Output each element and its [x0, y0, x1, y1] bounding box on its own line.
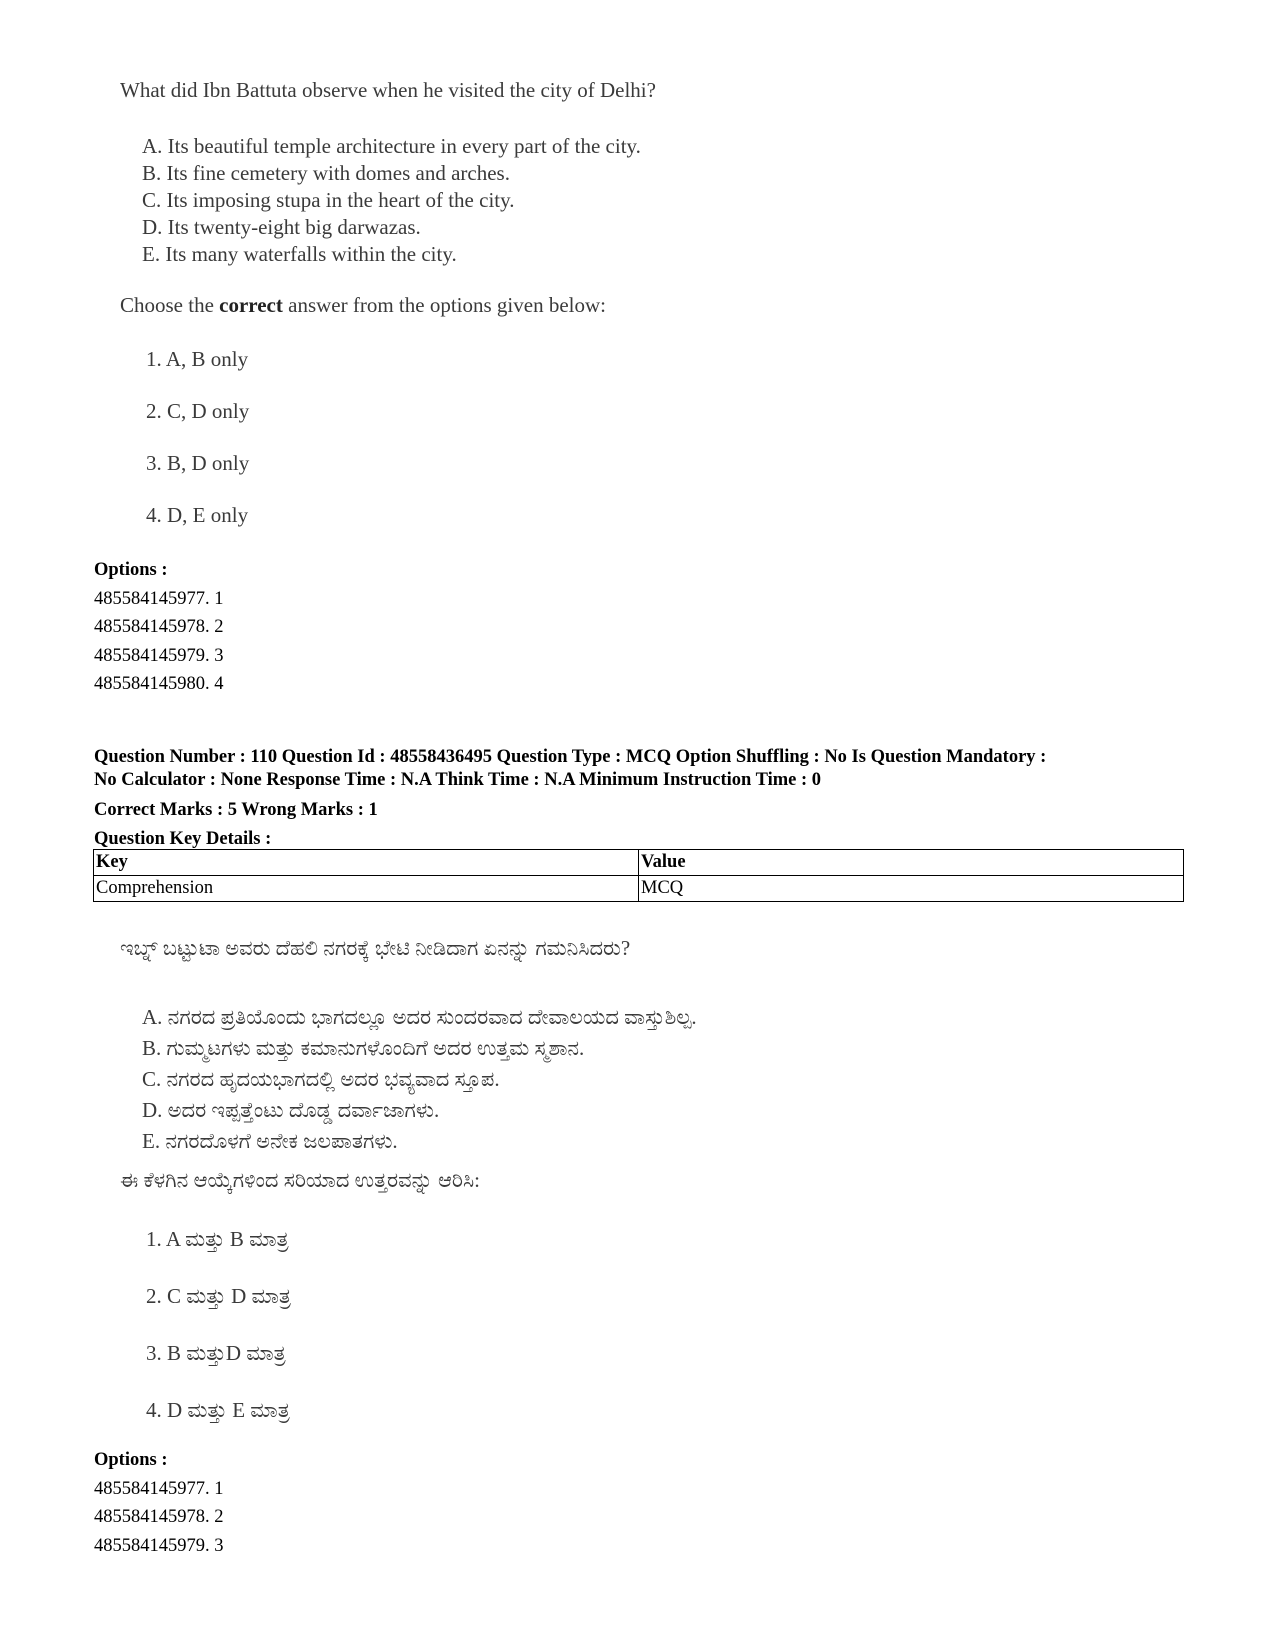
question-meta	[94, 746, 1194, 792]
option-item: 485584145978. 2	[94, 617, 224, 637]
options-block	[94, 556, 224, 699]
table-cell-key: Comprehension	[94, 876, 639, 902]
marks-line: Correct Marks : 5 Wrong Marks : 1	[94, 800, 378, 820]
statement-a-kannada: A. ನಗರದ ಪ್ರತಿಯೊಂದು ಭಾಗದಲ್ಲೂ ಅದರ ಸುಂದರವಾದ ದೇವಾಲಯದ ವಾಸ್ತುಶಿಲ್ಪ.	[142, 1005, 697, 1029]
question-marks-block	[94, 796, 378, 853]
option-item: 485584145977. 1	[94, 588, 224, 609]
answer-2-kannada: 2. C ಮತ್ತು D ಮಾತ್ರ	[146, 1284, 291, 1308]
option-item: 485584145978. 2	[94, 1507, 224, 1527]
options-heading: Options :	[94, 1450, 168, 1470]
question-stem-kannada: ಇಬ್ನ್ ಬಟ್ಟುಟಾ ಅವರು ದೆಹಲಿ ನಗರಕ್ಕೆ ಭೇಟಿ ನೀಡಿದಾಗ ಏನನ್ನು ಗಮನಿಸಿದರು?	[120, 936, 631, 960]
options-block	[94, 1446, 224, 1560]
question-image-kannada	[0, 936, 1275, 1456]
statement-list	[142, 133, 641, 268]
key-details-heading: Question Key Details :	[94, 828, 272, 849]
statement-c-kannada: C. ನಗರದ ಹೃದಯಭಾಗದಲ್ಲಿ ಅದರ ಭವ್ಯವಾದ ಸ್ತೂಪ.	[142, 1067, 500, 1091]
question-meta-line2: No Calculator : None Response Time : N.A Think Time : N.A Minimum Instruction Time : 0	[94, 770, 822, 790]
answer-4: 4. D, E only	[146, 503, 249, 527]
option-item: 485584145979. 3	[94, 645, 224, 666]
statement-d-kannada: D. ಅದರ ಇಪ್ಪತ್ತೆಂಟು ದೊಡ್ಡ ದರ್ವಾಜಾಗಳು.	[142, 1098, 440, 1122]
table-header-key: Key	[94, 850, 639, 876]
answer-3-kannada: 3. B ಮತ್ತುD ಮಾತ್ರ	[146, 1341, 286, 1365]
question-image-english	[0, 78, 1275, 548]
table-header-value: Value	[639, 850, 1184, 876]
statement-a: A. Its beautiful temple architecture in every part of the city.	[142, 134, 641, 158]
statement-e: E. Its many waterfalls within the city.	[142, 242, 457, 266]
choose-instruction-kannada: ಈ ಕೆಳಗಿನ ಆಯ್ಕೆಗಳಿಂದ ಸರಿಯಾದ ಉತ್ತರವನ್ನು ಆರಿಸಿ:	[120, 1168, 480, 1192]
answer-4-kannada: 4. D ಮತ್ತು E ಮಾತ್ರ	[146, 1398, 290, 1422]
statement-list-kannada	[142, 1002, 697, 1157]
answer-1: 1. A, B only	[146, 347, 249, 371]
key-details-table	[93, 849, 1184, 902]
question-stem: What did Ibn Battuta observe when he visited the city of Delhi?	[120, 78, 656, 102]
table-header-row	[94, 850, 1184, 876]
option-item: 485584145977. 1	[94, 1478, 224, 1499]
choose-instruction: Choose the correct answer from the options given below:	[120, 293, 606, 317]
answer-1-kannada: 1. A ಮತ್ತು B ಮಾತ್ರ	[146, 1227, 289, 1251]
statement-b: B. Its fine cemetery with domes and arches.	[142, 161, 510, 185]
option-item: 485584145980. 4	[94, 674, 224, 694]
question-meta-line1: Question Number : 110 Question Id : 48558436495 Question Type : MCQ Option Shuffling : No Is Question Mandatory :	[94, 747, 1047, 767]
table-cell-value: MCQ	[639, 876, 1184, 902]
answer-3: 3. B, D only	[146, 451, 250, 475]
options-heading: Options :	[94, 560, 168, 580]
statement-b-kannada: B. ಗುಮ್ಮಟಗಳು ಮತ್ತು ಕಮಾನುಗಳೊಂದಿಗೆ ಅದರ ಉತ್ತಮ ಸ್ಮಶಾನ.	[142, 1036, 585, 1060]
answer-2: 2. C, D only	[146, 399, 250, 423]
option-item: 485584145979. 3	[94, 1535, 224, 1556]
statement-e-kannada: E. ನಗರದೊಳಗೆ ಅನೇಕ ಜಲಪಾತಗಳು.	[142, 1129, 398, 1153]
table-row	[94, 876, 1184, 902]
statement-c: C. Its imposing stupa in the heart of the city.	[142, 188, 515, 212]
statement-d: D. Its twenty-eight big darwazas.	[142, 215, 421, 239]
